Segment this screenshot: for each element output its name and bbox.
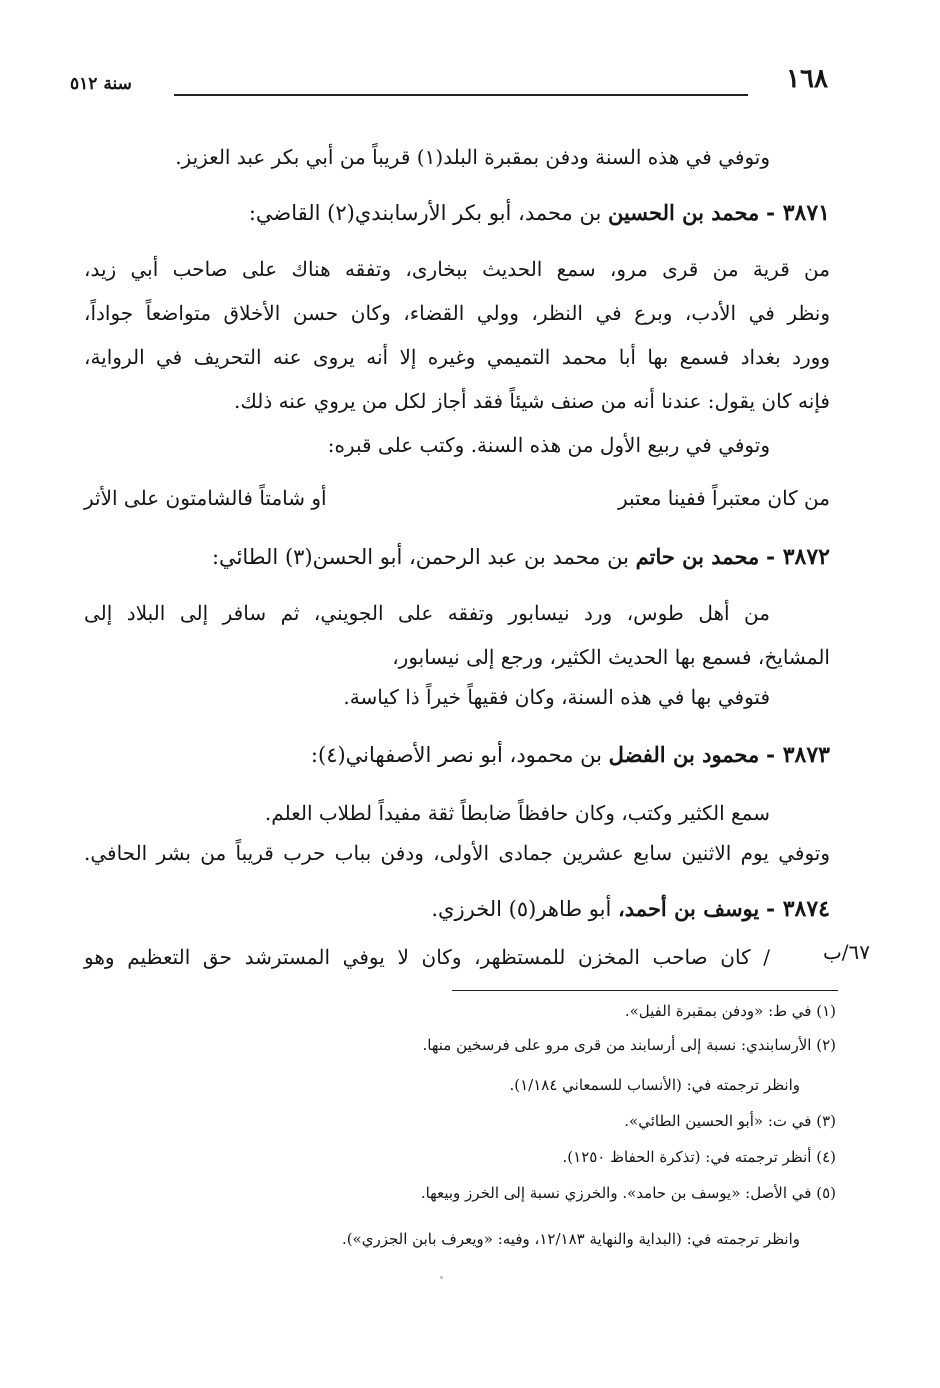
poem-verse <box>84 480 830 520</box>
header-rule <box>174 94 748 96</box>
entry-name: يوسف بن أحمد، <box>618 896 760 921</box>
para-3872-line-3: فتوفي بها في هذه السنة، وكان فقيهاً خيراً ذا كياسة. <box>343 685 770 709</box>
entry-rest: بن محمد بن عبد الرحمن، أبو الحسن(٣) الطائي: <box>211 545 629 569</box>
para-3871-line-4: فإنه كان يقول: عندنا أنه من صنف شيئاً فقد أجاز لكل من يروي عنه ذلك. <box>234 389 830 413</box>
entry-3873-heading <box>311 738 830 772</box>
footnote-5: (٥) في الأصل: «يوسف بن حامد». والخرزي نسبة إلى الخرز وبيعها. <box>420 1184 836 1202</box>
entry-number: ٣٨٧٣ - <box>765 742 830 768</box>
entry-3874-heading <box>431 892 830 926</box>
entry-rest: بن محمد، أبو بكر الأرسابندي(٢) القاضي: <box>248 201 602 225</box>
para-3873-line-1: سمع الكثير وكتب، وكان حافظاً ضابطاً ثقة مفيداً لطلاب العلم. <box>264 801 770 825</box>
intro-line: وتوفي في هذه السنة ودفن بمقبرة البلد(١) قريباً من أبي بكر عبد العزيز. <box>175 145 770 169</box>
folio-marker: ٦٧/ب <box>822 940 870 964</box>
entry-number: ٣٨٧٢ - <box>765 544 830 570</box>
entry-number: ٣٨٧١ - <box>765 200 830 226</box>
scan-speck <box>440 1276 443 1279</box>
footnote-3: (٣) في ت: «أبو الحسين الطائي». <box>624 1112 836 1130</box>
entry-name: محمد بن حاتم <box>635 544 760 569</box>
entry-rest: بن محمود، أبو نصر الأصفهاني(٤): <box>310 743 602 767</box>
death-3871: وتوفي في ربيع الأول من هذه السنة. وكتب على قبره: <box>327 433 770 457</box>
entry-name: محمود بن الفضل <box>608 742 760 767</box>
footnote-rule <box>452 990 838 991</box>
para-3871-line-2: ونظر في الأدب، وبرع في النظر، وولي القضاء، وكان حسن الأخلاق متواضعاً جواداً، <box>84 301 830 325</box>
year-label: سنة ٥١٢ <box>70 74 132 94</box>
para-3873-line-2: وتوفي يوم الاثنين سابع عشرين جمادى الأولى، ودفن بباب حرب قريباً من بشر الحافي. <box>84 841 830 865</box>
footnote-5-ref: وانظر ترجمته في: (البداية والنهاية ١٢/١٨٣، وفيه: «ويعرف بابن الجزري»). <box>341 1230 800 1248</box>
entry-name: محمد بن الحسين <box>607 200 760 225</box>
para-3872-line-2: المشايخ، فسمع بها الحديث الكثير، ورجع إلى نيسابور، <box>392 645 830 669</box>
verse-hemistich-1: من كان معتبراً ففينا معتبر <box>617 486 830 510</box>
page-number: ١٦٨ <box>786 64 828 94</box>
footnote-1: (١) في ط: «ودفن بمقبرة الفيل». <box>624 1002 836 1020</box>
para-3872-line-1: من أهل طوس، ورد نيسابور وتفقه على الجويني، ثم سافر إلى البلاد إلى <box>84 601 770 625</box>
last-body-line: / كان صاحب المخزن للمستظهر، وكان لا يوفي المسترشد حق التعظيم وهو <box>84 945 770 969</box>
verse-hemistich-2: أو شامتاً فالشامتون على الأثر <box>84 486 327 510</box>
para-3871-line-1: من قرية من قرى مرو، سمع الحديث ببخارى، وتفقه هناك على صاحب أبي زيد، <box>84 257 830 281</box>
entry-rest: أبو طاهر(٥) الخرزي. <box>431 897 612 921</box>
footnote-4: (٤) أنظر ترجمته في: (تذكرة الحفاظ ١٢٥٠). <box>562 1148 836 1166</box>
entry-3871-heading <box>249 196 830 230</box>
entry-3872-heading <box>212 540 830 574</box>
footnote-2: (٢) الأرسابندي: نسبة إلى أرسابند من قرى مرو على فرسخين منها. <box>422 1036 836 1054</box>
footnote-2-ref: وانظر ترجمته في: (الأنساب للسمعاني ١/١٨٤). <box>509 1076 800 1094</box>
para-3871-line-3: وورد بغداد فسمع بها أبا محمد التميمي وغيره إلا أنه يروى عنه التحريف في الرواية، <box>84 345 830 369</box>
entry-number: ٣٨٧٤ - <box>765 896 830 922</box>
